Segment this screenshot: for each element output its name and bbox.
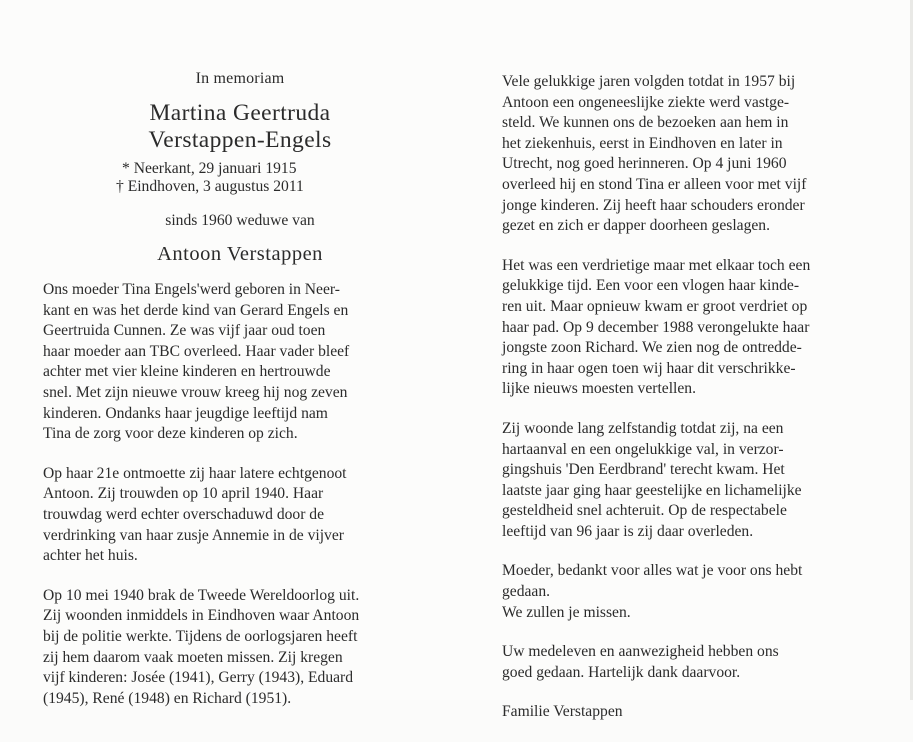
left-text-column [43, 280, 435, 728]
paragraph-illness: Vele gelukkige jaren volgden totdat in 1957 bij Antoon een ongeneeslijke ziekte werd vastge- steld. We kunnen ons de bezoeken aan hem in het ziekenhuis, eerst in Eindhoven en later in Utrecht, nog goed herinneren. Op 4 juni 1960 overleed hij en stond Tina er alleen voor met vijf jonge kinderen. Zij heeft haar schouders eronder gezet en zich er dapper doorheen geslagen. [502, 73, 807, 235]
deceased-surname: Verstappen-Engels [148, 127, 332, 153]
paragraph-marriage: Op haar 21e ontmoette zij haar latere echtgenoot Antoon. Zij trouwden op 10 april 1940. Haar trouwdag werd echter overschaduwd door de verdrinking van haar zusje Annemie in de vijver achter het huis. [43, 464, 347, 565]
paragraph-childhood: Ons moeder Tina Engels'werd geboren in Neer- kant en was het derde kind van Gerard Engels en Geertruida Cunnen. Ze was vijf jaar oud toen haar moeder aan TBC overleed. Haar vader bleef achter met vier kleine kinderen en hertrouwde snel. Met zijn nieuwe vrouw kreeg hij nog zeven kinderen. Ondanks haar jeugdige leeftijd nam Tina de zorg voor deze kinderen op zich. [43, 281, 350, 443]
death-line: † Eindhoven, 3 augustus 2011 [116, 178, 304, 195]
paragraph-final-years: Zij woonde lang zelfstandig totdat zij, na een hartaanval en een ongelukkige val, in verzor- gingshuis 'Den Eerdbrand' terecht kwam. Het laatste jaar ging haar geestelijke en lichamelijke gesteldheid snel achteruit. Op de respectabele leeftijd van 96 jaar is zij daar overleden. [502, 419, 802, 540]
paragraph-war-years: Op 10 mei 1940 brak de Tweede Wereldoorlog uit. Zij woonden inmiddels in Eindhoven waar Antoon bij de politie werkte. Tijdens de oorlogsjaren heeft zij hem daarom vaak moeten missen. Zij kregen vijf kinderen: Josée (1941), Gerry (1943), Eduard (1945), René (1948) en Richard (1951). [43, 586, 360, 707]
family-signature: Familie Verstappen [502, 703, 623, 721]
in-memoriam-heading: In memoriam [195, 70, 285, 87]
birth-line: * Neerkant, 29 januari 1915 [122, 160, 297, 177]
widow-since-line: sinds 1960 weduwe van [165, 212, 315, 229]
paragraph-thanks-mother: Moeder, bedankt voor alles wat je voor ons hebt gedaan. We zullen je missen. [502, 562, 803, 621]
deceased-first-names: Martina Geertruda [149, 100, 331, 126]
husband-name: Antoon Verstappen [157, 243, 323, 265]
paragraph-thanks-guests: Uw medeleven en aanwezigheid hebben ons goed gedaan. Hartelijk dank daarvoor. [502, 643, 779, 681]
right-text-column [502, 72, 862, 742]
paragraph-sad-times: Het was een verdrietige maar met elkaar toch een gelukkige tijd. Een voor een vlogen haar kinde- ren uit. Maar opnieuw kwam er groot verdriet op haar pad. Op 9 december 1988 verongelukte haar jongste zoon Richard. We zien nog de ontredde- ring in haar ogen toen wij haar dit verschrikke- lijke nieuws moesten vertellen. [502, 256, 811, 398]
